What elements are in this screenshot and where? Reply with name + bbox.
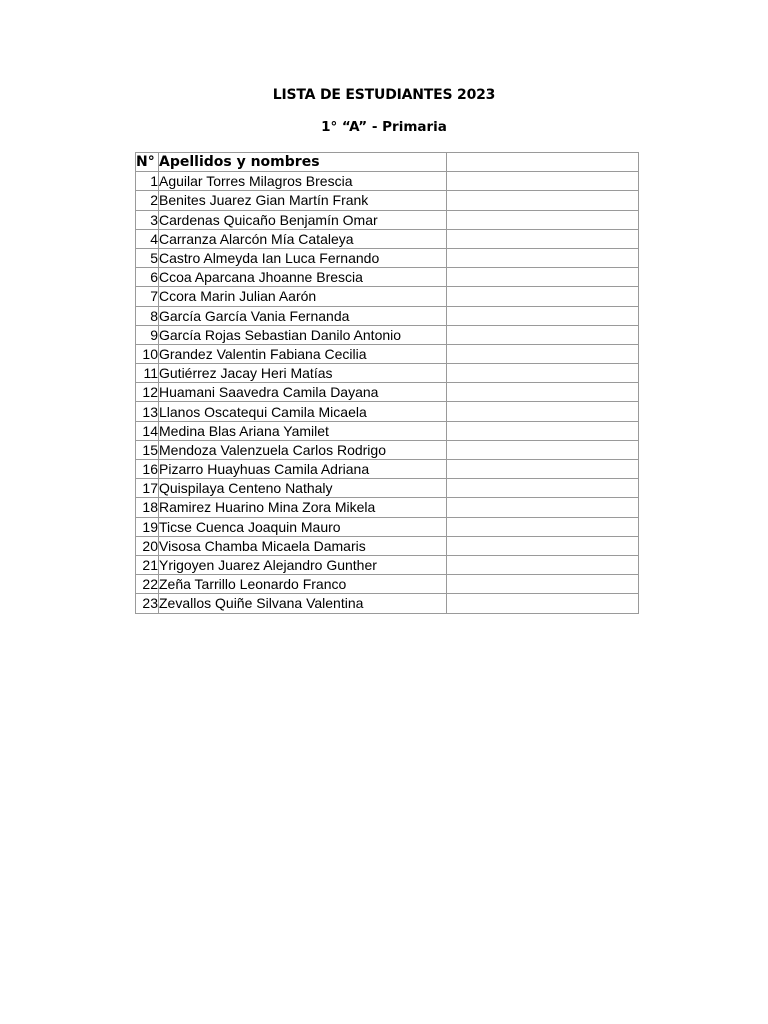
student-name: Cardenas Quicaño Benjamín Omar <box>159 210 447 229</box>
subtitle-text: 1° “A” - Primaria <box>321 119 447 135</box>
row-number: 3 <box>136 210 159 229</box>
table-row <box>136 440 639 459</box>
table-row <box>136 479 639 498</box>
table-row <box>136 287 639 306</box>
row-number: 12 <box>136 383 159 402</box>
table-row <box>136 344 639 363</box>
row-number: 8 <box>136 306 159 325</box>
empty-cell <box>447 344 639 363</box>
empty-cell <box>447 287 639 306</box>
student-name: Ramirez Huarino Mina Zora Mikela <box>159 498 447 517</box>
row-number: 20 <box>136 536 159 555</box>
table-row <box>136 306 639 325</box>
student-name: Quispilaya Centeno Nathaly <box>159 479 447 498</box>
header-names: Apellidos y nombres <box>159 153 447 172</box>
document-subtitle <box>0 119 768 135</box>
table-row <box>136 383 639 402</box>
empty-cell <box>447 460 639 479</box>
empty-cell <box>447 248 639 267</box>
empty-cell <box>447 555 639 574</box>
table-row <box>136 555 639 574</box>
empty-cell <box>447 229 639 248</box>
row-number: 1 <box>136 172 159 191</box>
student-name: Zevallos Quiñe Silvana Valentina <box>159 594 447 613</box>
table-row <box>136 364 639 383</box>
row-number: 19 <box>136 517 159 536</box>
student-name: Ccoa Aparcana Jhoanne Brescia <box>159 268 447 287</box>
row-number: 16 <box>136 460 159 479</box>
student-name: Ccora Marin Julian Aarón <box>159 287 447 306</box>
row-number: 2 <box>136 191 159 210</box>
student-name: Huamani Saavedra Camila Dayana <box>159 383 447 402</box>
student-name: Yrigoyen Juarez Alejandro Gunther <box>159 555 447 574</box>
table-row <box>136 421 639 440</box>
empty-cell <box>447 210 639 229</box>
header-number: N° <box>136 153 159 172</box>
student-name: García Rojas Sebastian Danilo Antonio <box>159 325 447 344</box>
row-number: 21 <box>136 555 159 574</box>
row-number: 17 <box>136 479 159 498</box>
table-row <box>136 172 639 191</box>
header-empty <box>447 153 639 172</box>
table-row <box>136 402 639 421</box>
empty-cell <box>447 575 639 594</box>
table-row <box>136 229 639 248</box>
student-name: Castro Almeyda Ian Luca Fernando <box>159 248 447 267</box>
row-number: 4 <box>136 229 159 248</box>
table-row <box>136 325 639 344</box>
empty-cell <box>447 383 639 402</box>
table-row <box>136 575 639 594</box>
row-number: 5 <box>136 248 159 267</box>
row-number: 10 <box>136 344 159 363</box>
empty-cell <box>447 402 639 421</box>
student-name: García García Vania Fernanda <box>159 306 447 325</box>
empty-cell <box>447 479 639 498</box>
row-number: 7 <box>136 287 159 306</box>
empty-cell <box>447 498 639 517</box>
empty-cell <box>447 517 639 536</box>
student-name: Llanos Oscatequi Camila Micaela <box>159 402 447 421</box>
student-name: Grandez Valentin Fabiana Cecilia <box>159 344 447 363</box>
student-name: Visosa Chamba Micaela Damaris <box>159 536 447 555</box>
row-number: 14 <box>136 421 159 440</box>
student-name: Benites Juarez Gian Martín Frank <box>159 191 447 210</box>
table-row <box>136 248 639 267</box>
table-body <box>136 172 639 613</box>
empty-cell <box>447 364 639 383</box>
empty-cell <box>447 325 639 344</box>
row-number: 23 <box>136 594 159 613</box>
row-number: 15 <box>136 440 159 459</box>
empty-cell <box>447 191 639 210</box>
empty-cell <box>447 536 639 555</box>
row-number: 13 <box>136 402 159 421</box>
table-row <box>136 191 639 210</box>
student-name: Pizarro Huayhuas Camila Adriana <box>159 460 447 479</box>
row-number: 11 <box>136 364 159 383</box>
table-row <box>136 268 639 287</box>
student-name: Mendoza Valenzuela Carlos Rodrigo <box>159 440 447 459</box>
empty-cell <box>447 172 639 191</box>
student-name: Aguilar Torres Milagros Brescia <box>159 172 447 191</box>
table-row <box>136 498 639 517</box>
document-title: LISTA DE ESTUDIANTES 2023 <box>272 87 496 103</box>
empty-cell <box>447 306 639 325</box>
student-name: Gutiérrez Jacay Heri Matías <box>159 364 447 383</box>
student-name: Zeña Tarrillo Leonardo Franco <box>159 575 447 594</box>
student-name: Medina Blas Ariana Yamilet <box>159 421 447 440</box>
row-number: 18 <box>136 498 159 517</box>
table-row <box>136 210 639 229</box>
table-row <box>136 517 639 536</box>
table-header-row <box>136 153 639 172</box>
table-row <box>136 460 639 479</box>
student-table <box>135 152 639 614</box>
row-number: 22 <box>136 575 159 594</box>
empty-cell <box>447 594 639 613</box>
empty-cell <box>447 440 639 459</box>
row-number: 6 <box>136 268 159 287</box>
row-number: 9 <box>136 325 159 344</box>
table-row <box>136 594 639 613</box>
table-row <box>136 536 639 555</box>
student-name: Carranza Alarcón Mía Cataleya <box>159 229 447 248</box>
empty-cell <box>447 268 639 287</box>
student-name: Ticse Cuenca Joaquin Mauro <box>159 517 447 536</box>
empty-cell <box>447 421 639 440</box>
